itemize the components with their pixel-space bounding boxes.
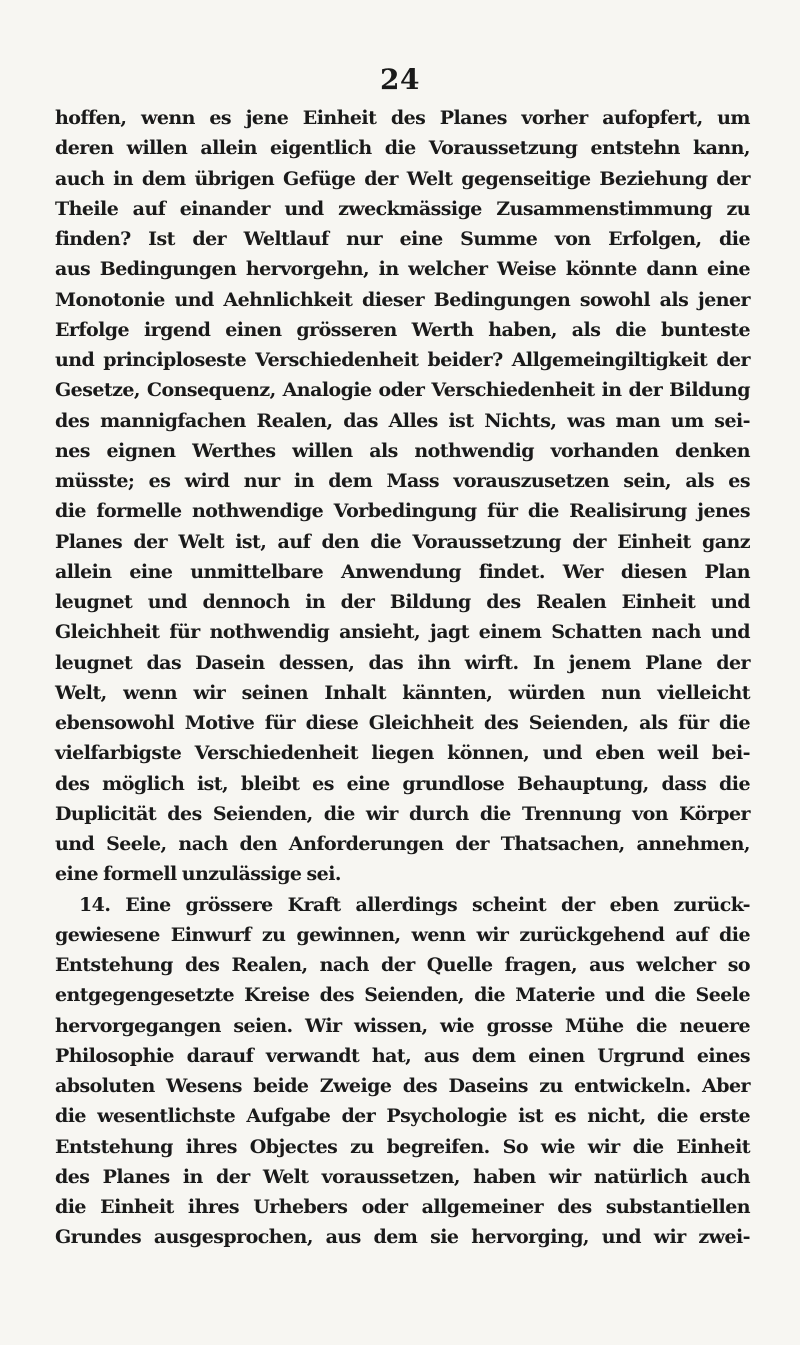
text-line: allein eine unmittelbare Anwendung findet. Wer diesen Plan [55, 560, 750, 583]
text-line: gewiesene Einwurf zu gewinnen, wenn wir zurückgehend auf die [55, 923, 750, 946]
text-line: leugnet das Dasein dessen, das ihn wirft. In jenem Plane der [55, 651, 750, 674]
text-line: die wesentlichste Aufgabe der Psychologie ist es nicht, die erste [55, 1105, 750, 1128]
text-line: nes eignen Werthes willen als nothwendig vorhanden denken [55, 439, 750, 462]
text-line: müsste; es wird nur in dem Mass vorauszusetzen sein, als es [55, 470, 750, 492]
text-line: finden? Ist der Weltlauf nur eine Summe von Erfolgen, die [55, 228, 750, 250]
text-line: Welt, wenn wir seinen Inhalt kännten, würden nun vielleicht [55, 681, 750, 704]
text-line: entgegengesetzte Kreise des Seienden, die Materie und die Seele [55, 984, 750, 1007]
text-line: Duplicität des Seienden, die wir durch die Trennung von Körper [55, 802, 750, 825]
text-line: Gesetze, Consequenz, Analogie oder Verschiedenheit in der Bildung [55, 379, 750, 402]
section-heading-line: 14. Eine grössere Kraft allerdings scheint der eben zurück- [79, 893, 750, 916]
text-line: und Seele, nach den Anforderungen der Thatsachen, annehmen, [55, 833, 750, 855]
text-line: Philosophie darauf verwandt hat, aus dem einen Urgrund eines [55, 1044, 750, 1067]
text-line: Planes der Welt ist, auf den die Voraussetzung der Einheit ganz [55, 530, 750, 553]
text-line: vielfarbigste Verschiedenheit liegen können, und eben weil bei- [55, 742, 750, 765]
page-number: 24 [380, 63, 420, 96]
text-line: und principloseste Verschiedenheit beider? Allgemeingiltigkeit der [55, 349, 750, 371]
text-line: leugnet und dennoch in der Bildung des Realen Einheit und [55, 591, 750, 613]
text-line: Entstehung des Realen, nach der Quelle fragen, aus welcher so [55, 954, 750, 976]
text-line: Grundes ausgesprochen, aus dem sie hervorging, und wir zwei- [55, 1226, 750, 1249]
text-line: hervorgegangen seien. Wir wissen, wie grosse Mühe die neuere [55, 1014, 750, 1037]
text-line: Monotonie und Aehnlichkeit dieser Bedingungen sowohl als jener [55, 288, 750, 311]
text-line: auch in dem übrigen Gefüge der Welt gegenseitige Beziehung der [55, 167, 750, 190]
text-line: eine formell unzulässige sei. [55, 863, 341, 886]
text-line: die formelle nothwendige Vorbedingung für die Realisirung jenes [55, 500, 750, 523]
text-line: Erfolge irgend einen grösseren Werth haben, als die bunteste [55, 318, 750, 341]
text-line: ebensowohl Motive für diese Gleichheit des Seienden, als für die [55, 712, 750, 734]
text-line: aus Bedingungen hervorgehn, in welcher Weise könnte dann eine [55, 258, 750, 281]
text-line: deren willen allein eigentlich die Voraussetzung entstehn kann, [55, 137, 750, 160]
text-line: Entstehung ihres Objectes zu begreifen. So wie wir die Einheit [55, 1135, 750, 1158]
text-line: hoffen, wenn es jene Einheit des Planes vorher aufopfert, um [55, 107, 750, 129]
text-line: Theile auf einander und zweckmässige Zusammenstimmung zu [55, 197, 750, 220]
text-line: Gleichheit für nothwendig ansieht, jagt einem Schatten nach und [55, 621, 750, 644]
text-line: die Einheit ihres Urhebers oder allgemeiner des substantiellen [55, 1196, 750, 1218]
text-line: des mannigfachen Realen, das Alles ist Nichts, was man um sei- [55, 409, 750, 432]
text-line: absoluten Wesens beide Zweige des Daseins zu entwickeln. Aber [55, 1075, 750, 1097]
text-line: des möglich ist, bleibt es eine grundlose Behauptung, dass die [55, 772, 750, 795]
text-line: des Planes in der Welt voraussetzen, haben wir natürlich auch [55, 1165, 750, 1188]
body-text [55, 103, 750, 1253]
